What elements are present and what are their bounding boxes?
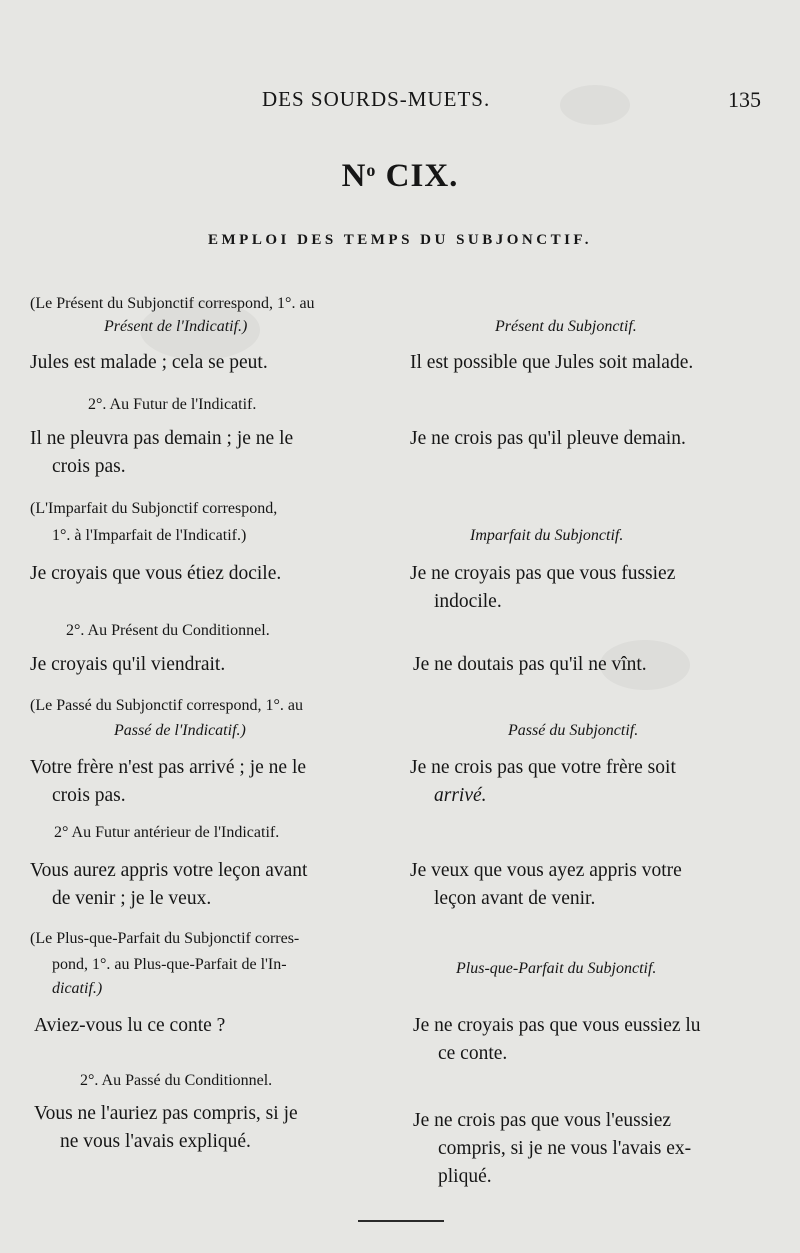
rule-text: (Le Passé du Subjonctif correspond, 1°. au (30, 697, 304, 714)
example-sentence: Il est possible que Jules soit malade. (410, 352, 694, 373)
entry-number-sup: o (366, 160, 377, 180)
example-sentence: crois pas. (52, 456, 126, 477)
rule-text: (Le Plus-que-Parfait du Subjonctif corres- (30, 930, 300, 947)
example-sentence: Il ne pleuvra pas demain ; je ne le (30, 428, 294, 449)
rule-text: (Le Présent du Subjonctif correspond, 1°. au (30, 295, 315, 312)
entry-number-prefix: N (341, 158, 367, 194)
entry-number (0, 158, 800, 195)
example-sentence: ne vous l'avais expliqué. (60, 1131, 251, 1152)
rule-text: 2°. Au Présent du Conditionnel. (66, 622, 270, 639)
rule-label: Plus-que-Parfait du Subjonctif. (456, 960, 657, 977)
example-sentence: ce conte. (438, 1043, 508, 1064)
rule-text: pond, 1°. au Plus-que-Parfait de l'In- (52, 956, 287, 973)
example-sentence: Je ne croyais pas que vous eussiez lu (413, 1015, 701, 1036)
example-sentence: Je ne doutais pas qu'il ne vînt. (413, 654, 647, 675)
example-sentence: Je croyais que vous étiez docile. (30, 563, 282, 584)
example-sentence: de venir ; je le veux. (52, 888, 212, 909)
entry-number-numeral: CIX. (385, 158, 459, 194)
example-sentence: pliqué. (438, 1166, 492, 1187)
end-rule (358, 1220, 444, 1222)
example-sentence: Je ne crois pas qu'il pleuve demain. (410, 428, 686, 449)
rule-text: Présent de l'Indicatif.) (104, 318, 248, 335)
rule-text: 2°. Au Passé du Conditionnel. (80, 1072, 273, 1089)
rule-label: Imparfait du Subjonctif. (470, 527, 624, 544)
rule-text: 2° Au Futur antérieur de l'Indicatif. (54, 824, 280, 841)
example-sentence: Je ne crois pas que votre frère soit (410, 757, 676, 778)
example-sentence: Votre frère n'est pas arrivé ; je ne le (30, 757, 307, 778)
example-sentence: Je ne crois pas que vous l'eussiez (413, 1110, 672, 1131)
example-sentence: Je croyais qu'il viendrait. (30, 654, 226, 675)
example-sentence: Je ne croyais pas que vous fussiez (410, 563, 676, 584)
rule-label: Présent du Subjonctif. (495, 318, 637, 335)
example-sentence: Je veux que vous ayez appris votre (410, 860, 682, 881)
running-head: DES SOURDS-MUETS. (262, 87, 491, 111)
rule-text: dicatif.) (52, 980, 103, 997)
rule-text: Passé de l'Indicatif.) (114, 722, 246, 739)
section-title: EMPLOI DES TEMPS DU SUBJONCTIF. (208, 232, 592, 248)
example-sentence: Aviez-vous lu ce conte ? (34, 1015, 226, 1036)
rule-label: Passé du Subjonctif. (508, 722, 639, 739)
page-number: 135 (728, 87, 761, 112)
example-sentence: arrivé. (434, 785, 487, 806)
rule-text: 2°. Au Futur de l'Indicatif. (88, 396, 257, 413)
rule-text: 1°. à l'Imparfait de l'Indicatif.) (52, 527, 247, 544)
example-sentence: Jules est malade ; cela se peut. (30, 352, 268, 373)
rule-text: (L'Imparfait du Subjonctif correspond, (30, 500, 278, 517)
example-sentence: Vous aurez appris votre leçon avant (30, 860, 308, 881)
example-sentence: compris, si je ne vous l'avais ex- (438, 1138, 692, 1159)
paper-stain (560, 85, 630, 125)
example-sentence: Vous ne l'auriez pas compris, si je (34, 1103, 298, 1124)
example-sentence: leçon avant de venir. (434, 888, 596, 909)
example-sentence: crois pas. (52, 785, 126, 806)
example-sentence: indocile. (434, 591, 502, 612)
